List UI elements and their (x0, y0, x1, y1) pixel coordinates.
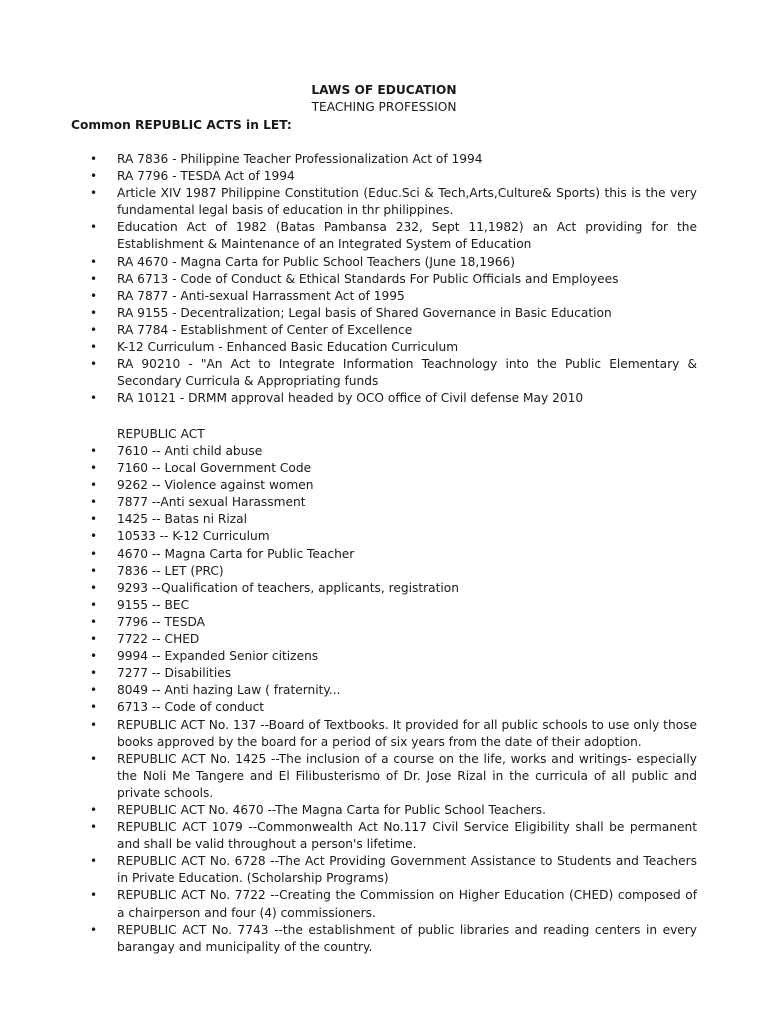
list-item-text: 7160 -- Local Government Code (117, 461, 312, 476)
list-item (0, 802, 768, 819)
list-item (0, 477, 768, 494)
list-item (0, 288, 768, 305)
list-item-text: RA 7877 - Anti-sexual Harrassment Act of 1995 (117, 288, 405, 303)
list-item (0, 922, 768, 956)
list-item-text: 7796 -- TESDA (117, 614, 205, 629)
list-item-text: REPUBLIC ACT No. 6728 --The Act Providing Government Assistance to Students and Teachers in Private Education. (Scholarship Programs) (117, 854, 697, 886)
list-item (0, 887, 768, 921)
bullet-icon: • (90, 563, 98, 578)
list-item (0, 580, 768, 597)
bullet-icon: • (90, 649, 98, 664)
list-item-text: 7610 -- Anti child abuse (117, 444, 263, 458)
bullet-icon: • (90, 632, 98, 647)
list-item-text: RA 10121 - DRMM approval headed by OCO office of Civil defense May 2010 (117, 391, 584, 406)
list-item-text: 4670 -- Magna Carta for Public Teacher (117, 546, 355, 561)
list-item (0, 305, 768, 322)
list-item (0, 460, 768, 477)
list-item-text: 9994 -- Expanded Senior citizens (117, 649, 319, 664)
list-item (0, 682, 768, 699)
bullet-icon: • (90, 888, 98, 903)
document-subtitle: TEACHING PROFESSION (311, 100, 457, 114)
republic-act-subheading: REPUBLIC ACT (117, 427, 205, 441)
bullet-icon: • (90, 580, 98, 595)
republic-act-number-list (0, 443, 768, 956)
list-item-text: RA 90210 - "An Act to Integrate Information Teachnology into the Public Elementary & Secondary Curricula & Appropriating funds (117, 357, 697, 389)
bullet-icon: • (90, 288, 98, 303)
list-item (0, 631, 768, 648)
list-item (0, 443, 768, 460)
bullet-icon: • (90, 322, 98, 337)
list-item (0, 494, 768, 511)
list-item (0, 356, 768, 390)
list-item (0, 271, 768, 288)
bullet-icon: • (90, 391, 98, 406)
list-item (0, 546, 768, 563)
list-item (0, 185, 768, 219)
list-item-text: Education Act of 1982 (Batas Pambansa 232, Sept 11,1982) an Act providing for the Establishment & Maintenance of an Integrated System of Education (117, 220, 697, 252)
list-item (0, 168, 768, 185)
list-item (0, 614, 768, 631)
list-item-text: REPUBLIC ACT No. 4670 --The Magna Carta for Public School Teachers. (117, 802, 547, 817)
bullet-icon: • (90, 254, 98, 269)
list-item (0, 648, 768, 665)
list-item-text: 10533 -- K-12 Curriculum (117, 529, 270, 544)
list-item-text: RA 7836 - Philippine Teacher Professionalization Act of 1994 (117, 152, 483, 166)
list-item-text: RA 9155 - Decentralization; Legal basis of Shared Governance in Basic Education (117, 305, 612, 320)
list-item-text: 9293 --Qualification of teachers, applicants, registration (117, 580, 459, 595)
list-item (0, 597, 768, 614)
bullet-icon: • (90, 529, 98, 544)
bullet-icon: • (90, 854, 98, 869)
list-item-text: 7877 --Anti sexual Harassment (117, 495, 306, 510)
list-item-text: 6713 -- Code of conduct (117, 700, 265, 715)
document-title: LAWS OF EDUCATION (311, 83, 457, 97)
list-item-text: REPUBLIC ACT No. 137 --Board of Textbooks. It provided for all public schools to use only those books approved by the board for a period of six years from the date of their adoption. (117, 717, 697, 749)
list-item-text: 9262 -- Violence against women (117, 478, 314, 493)
list-item-text: 9155 -- BEC (117, 597, 190, 612)
bullet-icon: • (90, 461, 98, 476)
list-item (0, 751, 768, 802)
bullet-icon: • (90, 922, 98, 937)
bullet-icon: • (90, 495, 98, 510)
list-item-text: 7836 -- LET (PRC) (117, 563, 224, 578)
list-item-text: 7722 -- CHED (117, 632, 200, 647)
list-item (0, 853, 768, 887)
bullet-icon: • (90, 700, 98, 715)
bullet-icon: • (90, 271, 98, 286)
list-item (0, 254, 768, 271)
bullet-icon: • (90, 340, 98, 355)
list-item-text: RA 7796 - TESDA Act of 1994 (117, 169, 295, 184)
republic-acts-list (0, 151, 768, 407)
bullet-icon: • (90, 357, 98, 372)
bullet-icon: • (90, 169, 98, 184)
bullet-icon: • (90, 444, 98, 458)
list-item (0, 717, 768, 751)
list-item (0, 819, 768, 853)
list-item (0, 390, 768, 407)
list-item-text: REPUBLIC ACT No. 7743 --the establishment of public libraries and reading centers in every barangay and municipality of the country. (117, 922, 697, 954)
list-item (0, 339, 768, 356)
bullet-icon: • (90, 186, 98, 201)
list-item-text: 1425 -- Batas ni Rizal (117, 512, 247, 527)
bullet-icon: • (90, 802, 98, 817)
list-item-text: RA 4670 - Magna Carta for Public School Teachers (June 18,1966) (117, 254, 515, 269)
list-item (0, 151, 768, 168)
bullet-icon: • (90, 478, 98, 493)
list-item (0, 511, 768, 528)
bullet-icon: • (90, 512, 98, 527)
list-item-text: Article XIV 1987 Philippine Constitution (Educ.Sci & Tech,Arts,Culture& Sports) this is the very fundamental legal basis of education in thr philippines. (117, 186, 697, 218)
list-item-text: REPUBLIC ACT No. 1425 --The inclusion of a course on the life, works and writings- especially the Noli Me Tangere and El Filibusterismo of Dr. Jose Rizal in the curricula of all public and private schools. (117, 751, 697, 800)
list-item (0, 219, 768, 253)
list-item-text: REPUBLIC ACT No. 7722 --Creating the Commission on Higher Education (CHED) composed of a chairperson and four (4) commissioners. (117, 888, 697, 920)
bullet-icon: • (90, 152, 98, 166)
bullet-icon: • (90, 597, 98, 612)
bullet-icon: • (90, 683, 98, 698)
list-item (0, 665, 768, 682)
bullet-icon: • (90, 820, 98, 835)
bullet-icon: • (90, 751, 98, 766)
list-item (0, 699, 768, 716)
section-heading: Common REPUBLIC ACTS in LET: (71, 118, 292, 132)
list-item (0, 563, 768, 580)
bullet-icon: • (90, 614, 98, 629)
list-item (0, 322, 768, 339)
bullet-icon: • (90, 666, 98, 681)
list-item-text: REPUBLIC ACT 1079 --Commonwealth Act No.117 Civil Service Eligibility shall be permanent and shall be valid throughout a person's lifetime. (117, 820, 697, 852)
list-item-text: 8049 -- Anti hazing Law ( fraternity... (117, 683, 341, 698)
list-item-text: RA 7784 - Establishment of Center of Excellence (117, 322, 413, 337)
list-item-text: K-12 Curriculum - Enhanced Basic Education Curriculum (117, 340, 459, 355)
bullet-icon: • (90, 220, 98, 235)
bullet-icon: • (90, 717, 98, 732)
list-item-text: 7277 -- Disabilities (117, 666, 232, 681)
list-item-text: RA 6713 - Code of Conduct & Ethical Standards For Public Officials and Employees (117, 271, 619, 286)
bullet-icon: • (90, 546, 98, 561)
bullet-icon: • (90, 305, 98, 320)
list-item (0, 528, 768, 545)
